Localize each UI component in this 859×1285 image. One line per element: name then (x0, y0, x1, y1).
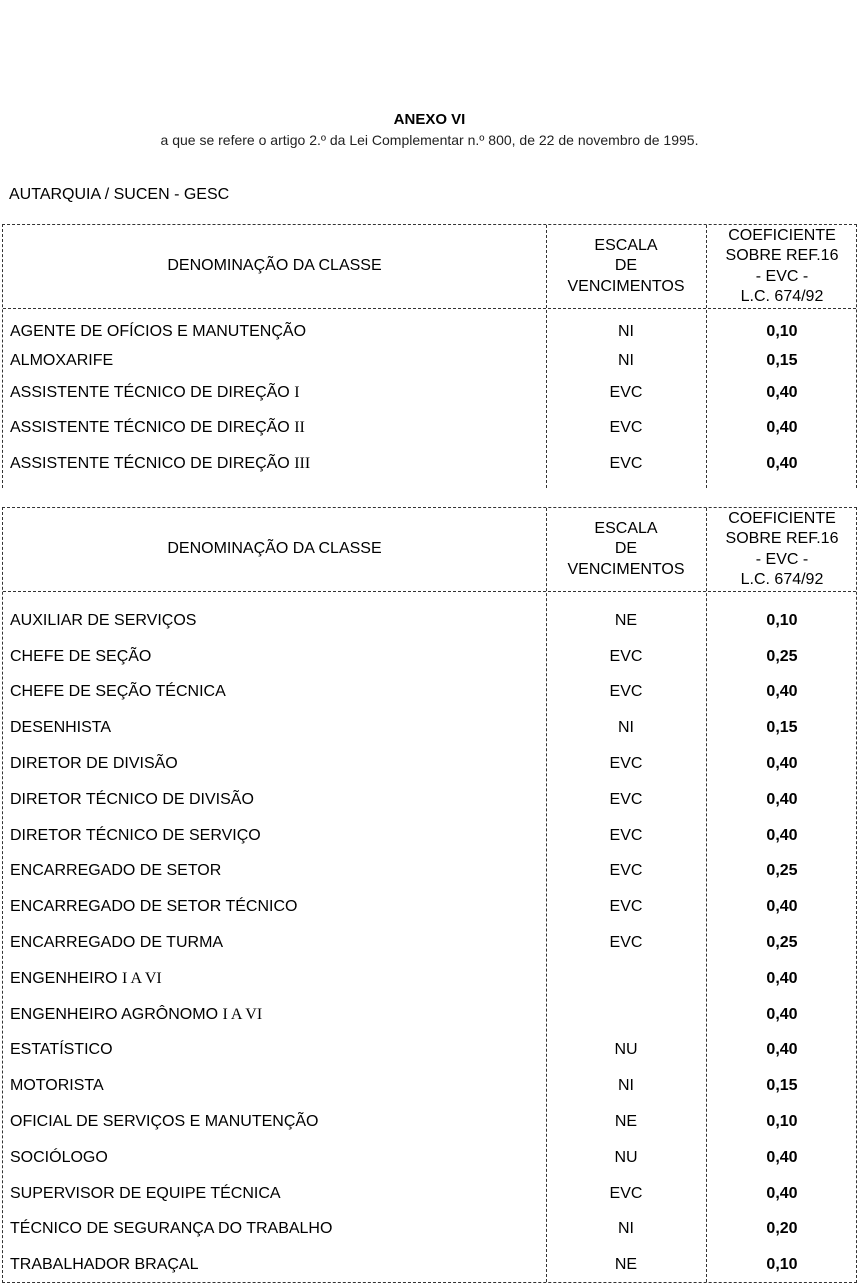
coefficient: 0,15 (766, 719, 798, 737)
header-coef-line: L.C. 674/92 (740, 571, 824, 588)
table-row (3, 346, 856, 375)
salary-scale: NE (614, 1113, 638, 1131)
coefficient: 0,20 (766, 1220, 798, 1238)
coefficient: 0,10 (766, 1256, 798, 1274)
class-name (10, 746, 178, 782)
table-row (3, 639, 856, 675)
organization-label: AUTARQUIA / SUCEN - GESC (9, 186, 230, 203)
class-name (10, 997, 262, 1033)
table-row (3, 997, 856, 1033)
coefficient: 0,40 (766, 755, 798, 773)
class-name (10, 410, 305, 446)
class-name-text: CHEFE DE SEÇÃO (10, 647, 152, 665)
class-name (10, 1212, 332, 1248)
class-level-numeral: I A VI (222, 1005, 263, 1023)
class-name-text: ASSISTENTE TÉCNICO DE DIREÇÃO (10, 383, 295, 401)
header-coef-line: - EVC - (755, 550, 809, 568)
salary-scale: EVC (609, 826, 643, 844)
salary-scale: EVC (609, 755, 643, 773)
class-name (10, 1247, 199, 1283)
table-row (3, 410, 856, 446)
class-name (10, 318, 306, 346)
coefficient: 0,25 (766, 862, 798, 880)
class-level-numeral: III (294, 454, 311, 472)
header-coeficiente (706, 508, 858, 591)
salary-scale: NU (614, 1148, 638, 1166)
class-name (10, 346, 113, 375)
coefficient: 0,10 (766, 323, 798, 340)
coefficient: 0,40 (766, 383, 798, 401)
class-name-text: ASSISTENTE TÉCNICO DE DIREÇÃO (10, 454, 295, 472)
coefficient: 0,40 (766, 683, 798, 701)
class-level-numeral: I (294, 383, 300, 401)
coefficient: 0,40 (766, 969, 798, 987)
salary-scale: NE (614, 1256, 638, 1274)
coefficient: 0,40 (766, 1148, 798, 1166)
class-name (10, 889, 297, 925)
class-name (10, 961, 162, 997)
salary-scale: EVC (609, 647, 643, 665)
class-name-text: ASSISTENTE TÉCNICO DE DIREÇÃO (10, 419, 295, 436)
table-row (3, 961, 856, 997)
class-name-text: DIRETOR TÉCNICO DE SERVIÇO (10, 826, 261, 844)
class-name-text: SOCIÓLOGO (10, 1148, 108, 1166)
salary-scale: NI (618, 351, 634, 369)
salary-scale: EVC (609, 898, 643, 916)
table-row (3, 746, 856, 782)
class-name-text: AGENTE DE OFÍCIOS E MANUTENÇÃO (10, 323, 307, 340)
header-escala-line: VENCIMENTOS (567, 277, 685, 295)
class-name (10, 446, 310, 481)
coefficient: 0,40 (766, 1005, 798, 1023)
header-escala-line: VENCIMENTOS (567, 560, 685, 578)
salary-scale: EVC (609, 934, 643, 952)
salary-scale: EVC (609, 454, 643, 472)
coefficient: 0,40 (766, 1041, 798, 1059)
class-name-text: DESENHISTA (10, 719, 112, 737)
class-name-text: ENGENHEIRO AGRÔNOMO (10, 1005, 223, 1023)
table-row (3, 710, 856, 746)
header-coef-line: L.C. 674/92 (740, 288, 824, 305)
table-row (3, 1033, 856, 1069)
class-name (10, 675, 226, 711)
header-classe (3, 225, 546, 308)
table-row (3, 1176, 856, 1212)
class-name-text: ENCARREGADO DE SETOR (10, 862, 222, 880)
class-name (10, 603, 196, 639)
header-coef-line: COEFICIENTE (728, 509, 836, 527)
class-name-text: ALMOXARIFE (10, 351, 114, 369)
salary-scale (546, 997, 706, 1033)
salary-scale: EVC (609, 1184, 643, 1202)
table-row (3, 818, 856, 854)
class-name-text: DIRETOR TÉCNICO DE DIVISÃO (10, 790, 254, 808)
salary-scale: EVC (609, 862, 643, 880)
class-name-text: CHEFE DE SEÇÃO TÉCNICA (10, 683, 226, 701)
class-name-text: SUPERVISOR DE EQUIPE TÉCNICA (10, 1184, 281, 1202)
table-row (3, 854, 856, 890)
salary-scale: EVC (609, 383, 643, 401)
header-escala-line: ESCALA (594, 236, 658, 254)
table-row (3, 1212, 856, 1248)
salary-scale: NE (614, 611, 638, 629)
salary-scale: NI (618, 1220, 634, 1238)
salary-scale: NU (614, 1041, 638, 1059)
table-row (3, 675, 856, 711)
header-classe (3, 508, 546, 591)
class-name-text: ESTATÍSTICO (10, 1041, 113, 1059)
class-name (10, 782, 254, 818)
class-level-numeral: I A VI (122, 969, 162, 987)
class-name (10, 1140, 108, 1176)
class-name (10, 1033, 113, 1069)
header-classe-text: DENOMINAÇÃO DA CLASSE (167, 257, 382, 275)
table-header (3, 508, 856, 592)
coefficient: 0,10 (766, 1113, 798, 1131)
class-name (10, 375, 300, 410)
salary-scale: NI (618, 719, 634, 737)
class-name (10, 639, 151, 675)
class-table-2 (2, 507, 857, 1283)
salary-scale (546, 961, 706, 997)
class-name (10, 818, 261, 854)
table-header (3, 225, 856, 309)
class-name (10, 854, 221, 890)
coefficient: 0,40 (766, 419, 798, 436)
class-name (10, 710, 111, 746)
salary-scale: NI (618, 323, 634, 340)
class-name-text: MOTORISTA (10, 1077, 104, 1095)
class-name-text: AUXILIAR DE SERVIÇOS (10, 611, 197, 629)
table-row (3, 318, 856, 346)
coefficient: 0,40 (766, 826, 798, 844)
header-escala-line: DE (614, 540, 638, 558)
salary-scale: EVC (609, 419, 643, 436)
header-coef-line: COEFICIENTE (728, 226, 836, 244)
header-coef-line: - EVC - (755, 267, 809, 285)
coefficient: 0,40 (766, 454, 798, 472)
class-name-text: ENGENHEIRO (10, 969, 123, 987)
salary-scale: EVC (609, 790, 643, 808)
coefficient: 0,15 (766, 351, 798, 369)
salary-scale: EVC (609, 683, 643, 701)
table-row (3, 925, 856, 961)
table-row (3, 446, 856, 481)
class-name-text: ENCARREGADO DE SETOR TÉCNICO (10, 898, 298, 916)
class-name (10, 925, 223, 961)
table-row (3, 603, 856, 639)
class-level-numeral: II (294, 419, 305, 436)
table-row (3, 889, 856, 925)
table-row (3, 1104, 856, 1140)
header-coef-line: SOBRE REF.16 (725, 247, 839, 264)
coefficient: 0,40 (766, 790, 798, 808)
table-row (3, 1140, 856, 1176)
coefficient: 0,10 (766, 611, 798, 629)
class-name (10, 1104, 319, 1140)
annex-subtitle: a que se refere o artigo 2.º da Lei Complementar n.º 800, de 22 de novembro de 1995. (160, 132, 699, 148)
header-escala-line: ESCALA (594, 519, 658, 537)
table-row (3, 1068, 856, 1104)
class-name (10, 1068, 104, 1104)
salary-scale: NI (618, 1077, 634, 1095)
coefficient: 0,40 (766, 898, 798, 916)
header-coeficiente (706, 225, 858, 308)
coefficient: 0,25 (766, 934, 798, 952)
header-escala (546, 508, 706, 591)
coefficient: 0,15 (766, 1077, 798, 1095)
class-name-text: ENCARREGADO DE TURMA (10, 934, 224, 952)
header-escala-line: DE (614, 257, 638, 275)
table-row (3, 1247, 856, 1283)
annex-title: ANEXO VI (393, 111, 466, 128)
class-name (10, 1176, 281, 1212)
header-classe-text: DENOMINAÇÃO DA CLASSE (167, 540, 382, 558)
header-escala (546, 225, 706, 308)
class-table-1 (2, 224, 857, 488)
table-row (3, 782, 856, 818)
coefficient: 0,40 (766, 1184, 798, 1202)
class-name-text: OFICIAL DE SERVIÇOS E MANUTENÇÃO (10, 1113, 319, 1131)
class-name-text: DIRETOR DE DIVISÃO (10, 755, 178, 773)
class-name-text: TÉCNICO DE SEGURANÇA DO TRABALHO (10, 1220, 333, 1238)
coefficient: 0,25 (766, 647, 798, 665)
header-coef-line: SOBRE REF.16 (725, 530, 839, 547)
table-row (3, 375, 856, 410)
class-name-text: TRABALHADOR BRAÇAL (10, 1256, 199, 1274)
